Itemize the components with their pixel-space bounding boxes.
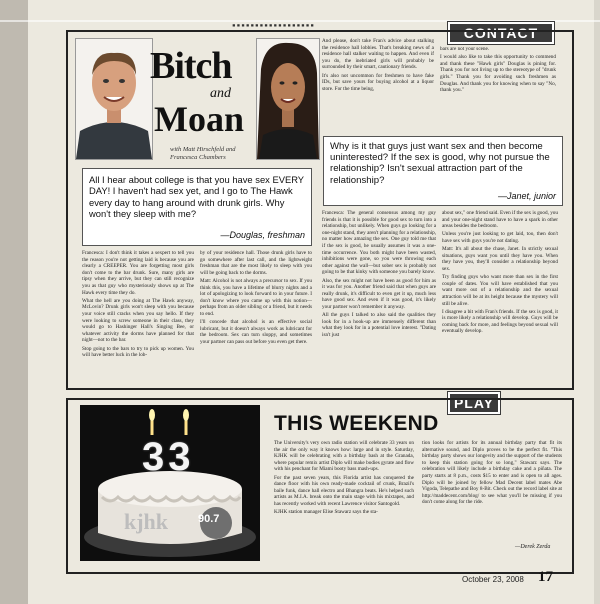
this-weekend-headline: THIS WEEKEND (274, 412, 439, 435)
paragraph: I would also like to take this opportunity to commend and thank these "Hawk girls" Douglas is pining for. Thank you for not living up to the stereotype of "drunk girls." Thank you for avoiding such freshmen as Douglas. And thank you for knowing when to say "No, thank you." (440, 54, 556, 94)
paragraph: Matt: Alcohol is not always a precursor to sex. If you think this, you have a lifetime of blurry nights and a lot of apologizing to look forward to in your future. I don't know where you came up with this notion—perhaps from an older sibling or a friend, but it needs to end. (200, 277, 312, 317)
answer1-column1 (82, 250, 194, 360)
page-binding (0, 0, 28, 604)
birthday-cake-photo (80, 405, 260, 561)
logo-word-moan: Moan (154, 99, 244, 139)
cake-candle-numbers: 33 (142, 435, 195, 479)
byline (170, 146, 280, 162)
cake-logo-text: kjhk (124, 509, 169, 534)
page-number: 17 (538, 569, 553, 585)
paragraph: by of your residence hall. Those drunk girls have to go somewhere after last call, and the lightweight freshman that are the most likely to sleep with you will be going back to the dorms. (200, 250, 312, 276)
cake-logo-number: 90.7 (198, 513, 220, 525)
issue-date: October 23, 2008 (462, 575, 524, 584)
answer1-column2 (200, 250, 312, 347)
paragraph: Also, the sex might not have been as good for him as it was for you. Another friend said that when guys are really drunk, it's difficult to even get it up, much less have good sex. And even if it was good, it's likely your partner won't remember it anyway. (322, 277, 436, 310)
answer1-column4 (440, 46, 556, 95)
answer1-column3 (322, 38, 434, 94)
article-signature: —Derek Zerda (515, 544, 551, 550)
reader-question-janet (323, 136, 563, 206)
paragraph: about sex," one friend said. Even if the sex is good, you and your one-night stand have to have a spark in other areas besides the bedroom. (442, 210, 558, 230)
question-author: —Douglas, freshman (220, 230, 305, 240)
byline-line2: Francesca Chambers (170, 154, 226, 161)
paragraph: bars are not your scene. (440, 46, 490, 52)
paragraph: tion looks for artists for its annual birthday party that fit its alternative sound, and Diplo proves to be the perfect fit. "This birthday party shows our longevity and the support of the students to keep this station going for so long," Stawarz says. The celebration will likely include a birthday cake and a piñata. The party starts at 8 p.m., costs $15 to enter and is open to all ages. Diplo will be joined by fellow Mad Decent label mates Abe Vigoda, Telepathe and Boy 8-Bit. Check out the record label site at http://maddecent.com/blog/ to see what you'll be missing if you don't come along for the ride. (422, 440, 562, 506)
answer2-column2 (442, 210, 558, 337)
byline-line1: with Matt Hirschfeld and (170, 146, 236, 153)
paragraph: Stop going to the bars to try to pick up women. You will have better luck in the lob- (82, 345, 194, 359)
columnist-photo-matt (75, 38, 153, 160)
paragraph: I disagree a bit with Fran's friends. If the sex is good, it is more likely a relationship will develop. Guys will be coming back for more, and feelings beyond sexual will eventually develop. (442, 308, 558, 335)
paragraph: And please, don't take Fran's advice about stalking the residence hall lobbies. That's breaking news of a residence hall stalker waiting to happen. And even if you do, the inebriated girls will probably be surrounded by their smart, cautionary friends. (322, 38, 434, 71)
header-dots: ▪▪▪▪▪▪▪▪▪▪▪▪▪▪▪▪▪▪ (232, 22, 316, 29)
paragraph: All the guys I talked to also said the qualities they look for in a hook-up are immensely different than what they look for in a potential love interest. "Dating isn't just (322, 312, 436, 338)
paragraph: For the past seven years, this Florida artist has conquered the dance floor with his own ready-made cocktail of crunk, Brazil's baile funk, dance hall electro and Bhangra beats. He's helped such artists as M.I.A. break onto the main stage with his mixtapes, and has recently worked with recent Lawrence visitor Santogold. (274, 474, 414, 507)
columnist-photo-francesca (256, 38, 320, 160)
paragraph: Unless you're just looking to get laid, too, then don't have sex with guys you're not dating. (442, 231, 558, 244)
paragraph: KJHK station manager Elise Stawarz says the sta- (274, 509, 378, 516)
answer2-column1 (322, 210, 436, 340)
contact-section-tab: CONTACT (448, 22, 554, 44)
question-text: All I hear about college is that you have sex EVERY DAY! I haven't had sex yet, and I go to The Hawk every day to hang around with drunk girls. Why won't they sleep with me? (89, 174, 304, 220)
paragraph: Matt: It's all about the chase, Janet. In strictly sexual situations, guys want you until they have you. When they have you, they'll consider a relationship beyond sex. (442, 246, 558, 272)
logo-word-bitch: Bitch (150, 45, 232, 87)
paragraph: It's also not uncommon for freshmen to have fake IDs, but save yours for buying alcohol at a liquor store. For the time being, (322, 72, 434, 92)
question-text: Why is it that guys just want sex and then become uninterested? If the sex is good, why not pursue the relationship? Isn't sexual attraction part of the relationship? (330, 141, 550, 186)
paragraph: Francesca: The general consensus among my guy friends is that it is possible for good sex to turn into a relationship, but unlikely. When guys go looking for a one-night stand, they aren't planning for a relationship, no matter how amazing the sex. One guy told me that if the sex is good, he usually assumes it was a one-time occurrence. You both might have been wasted, inhibitions were gone, so you were throwing each other against the wall—but sober sex is probably not going to be that kinky with someone you barely know. (322, 210, 436, 276)
paragraph: Francesca: I don't think it takes a sexpert to tell you the reason you're not getting laid is because you are clearly a CREEPER. You are forgetting most girls don't come to the bar drunk. Sure, many girls are tipsy when they arrive, but they can still recognize you as that guy who mysteriously shows up at The Hawk every time they do. (82, 250, 194, 296)
reader-question-douglas (82, 168, 312, 246)
paragraph: What the hell are you doing at The Hawk anyway, McLovin? Drunk girls won't sleep with you because your voice still cracks when you say hello. If they were looking to screw someone in their class, they would go to Hashinger Hall's Singing Bee, or whatever activity the dorms have planned for that night—not to the bar. (82, 297, 194, 344)
weekend-column2 (422, 440, 562, 508)
paragraph: The University's very own radio station will celebrate 33 years on the air the only way it knows how: large and in style. Saturday, KJHK will be celebrating with a birthday bash at the Granada, where popular remix artist Diplo will make bodies gyrate and flow with his penchant for Miami booty bass mash-ups. (274, 440, 414, 473)
bitch-and-moan-logo (150, 40, 256, 146)
paragraph: I'll concede that alcohol is an effective social lubricant, but it doesn't always work as lubricant for the bedroom. Sex can turn sloppy, and sometimes your partner can pass out before you even get there. (200, 319, 312, 345)
logo-word-and: and (210, 86, 231, 101)
question-author: —Janet, junior (497, 191, 556, 201)
weekend-column1 (274, 440, 414, 517)
play-section-tab: PLAY (448, 392, 500, 414)
paragraph: Try finding guys who want more than sex in the first couple of dates. You will have established that you want more out of a relationship and the sexual attraction will be at its height because the mystery will still be alive. (442, 274, 558, 307)
